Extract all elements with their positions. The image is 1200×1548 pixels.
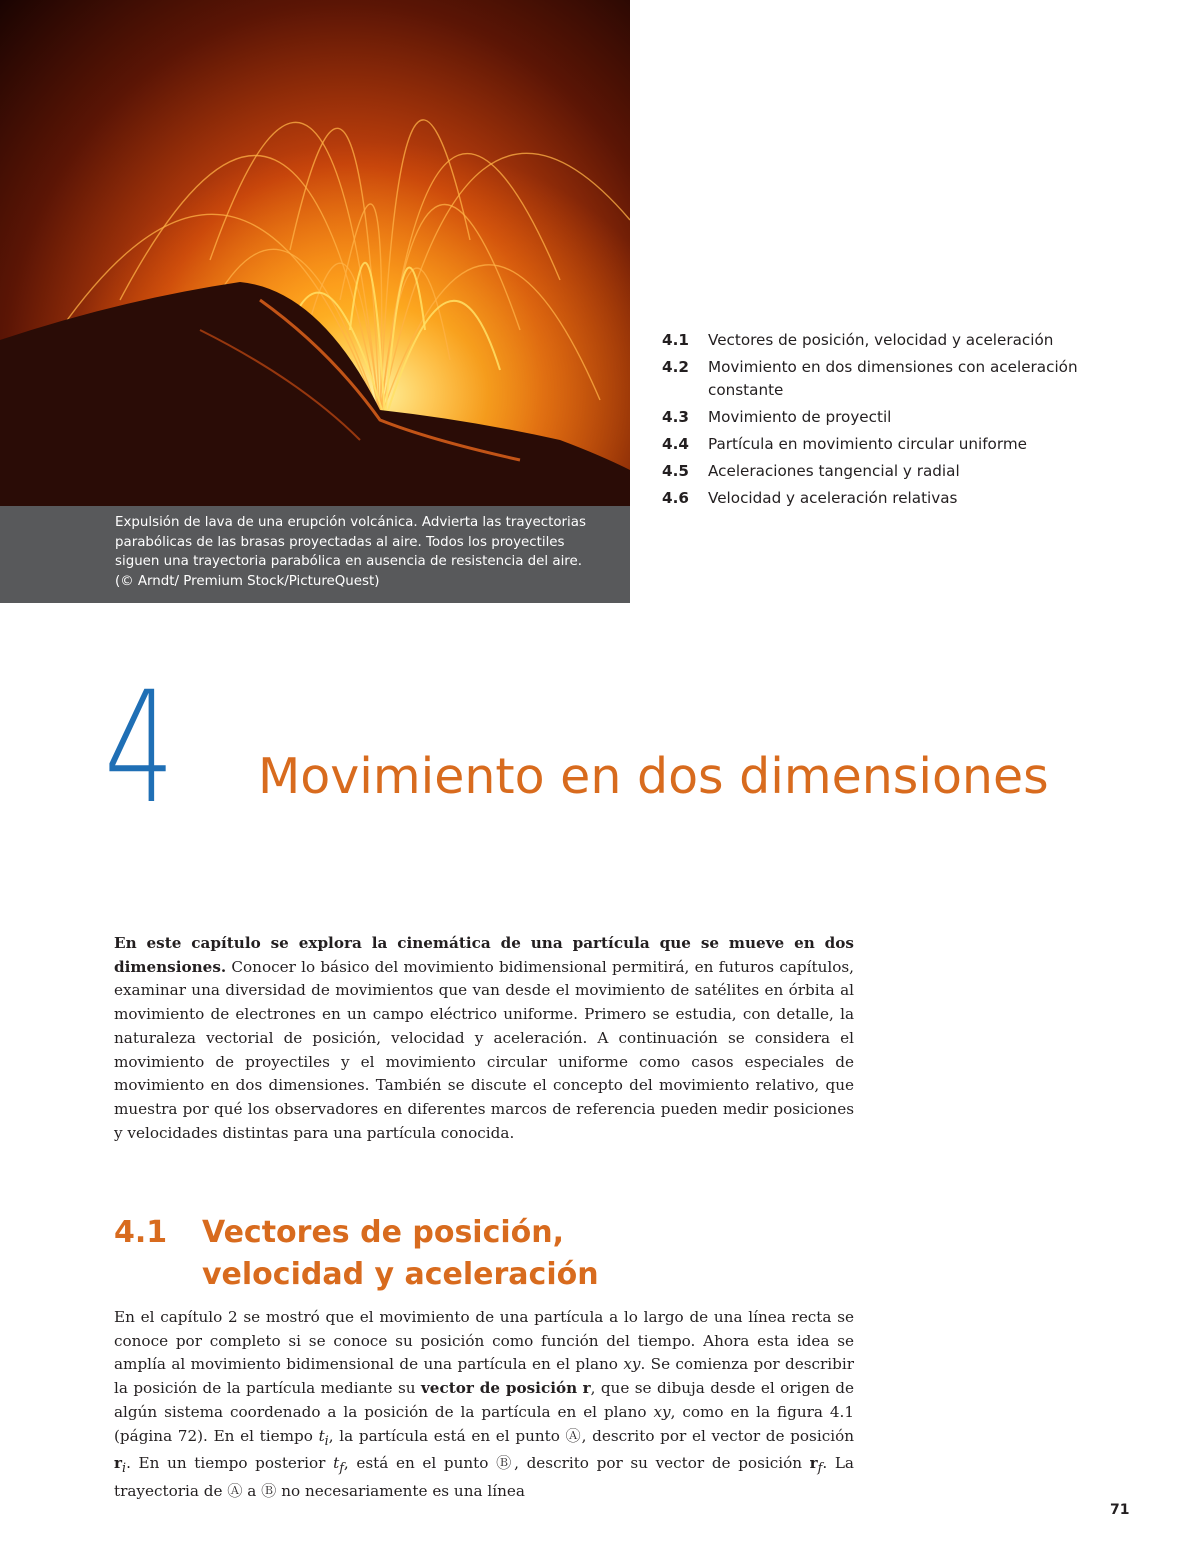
body-text: , que se dibuja desde el origen de algún sistema coordenado a la posición de la partícula en el plano	[114, 1379, 854, 1421]
math-subscript: i	[324, 1432, 329, 1448]
toc-item[interactable]	[662, 433, 1092, 456]
toc-label: Aceleraciones tangencial y radial	[708, 462, 960, 480]
body-text: . La trayectoria de Ⓐ a Ⓑ no necesariamente es una línea	[114, 1454, 854, 1500]
toc-item[interactable]	[662, 487, 1092, 510]
volcano-photo	[0, 0, 630, 506]
toc-item[interactable]	[662, 406, 1092, 429]
vector-symbol: r	[114, 1454, 123, 1473]
vector-symbol: r	[582, 1379, 591, 1398]
body-text: , está en el punto Ⓑ, descrito por su vector de posición	[343, 1454, 810, 1473]
toc-number: 4.6	[662, 489, 689, 507]
intro-lead: En este capítulo se explora la cinemática de una partícula que se mueve en dos dimensiones.	[114, 934, 854, 976]
body-text: , la partícula está en el punto Ⓐ, descrito por el vector de posición	[328, 1426, 854, 1445]
chapter-title: Movimiento en dos dimensiones	[258, 748, 1049, 805]
toc-label: Movimiento en dos dimensiones con aceleración constante	[708, 358, 1078, 399]
vector-symbol: r	[809, 1454, 818, 1473]
toc-label: Partícula en movimiento circular uniforme	[708, 435, 1027, 453]
section-title: Vectores de posición, velocidad y aceleración	[202, 1215, 599, 1292]
math-var: xy	[653, 1402, 671, 1421]
math-subscript: f	[817, 1460, 823, 1476]
volcano-illustration	[0, 0, 630, 506]
math-var: xy	[623, 1355, 641, 1374]
toc-number: 4.1	[662, 331, 689, 349]
chapter-contents	[662, 329, 1092, 514]
intro-paragraph	[114, 932, 854, 1145]
toc-label: Velocidad y aceleración relativas	[708, 489, 958, 507]
intro-rest: Conocer lo básico del movimiento bidimensional permitirá, en futuros capítulos, examinar una diversidad de movimientos que van desde el movimiento de satélites en órbita al movimiento de electrones en un campo eléctrico uniforme. Primero se estudia, con detalle, la naturaleza vectorial de posición, velocidad y aceleración. A continuación se considera el movimiento de proyectiles y el movimiento circular uniforme como casos especiales de movimiento en dos dimensiones. También se discute el concepto del movimiento relativo, que muestra por qué los observadores en diferentes marcos de referencia pueden medir posiciones y velocidades distintas para una partícula conocida.	[114, 957, 854, 1142]
math-var: t	[318, 1426, 325, 1445]
body-text: . En un tiempo posterior	[126, 1454, 334, 1473]
toc-number: 4.2	[662, 358, 689, 376]
math-subscript: f	[339, 1460, 344, 1476]
math-subscript: i	[122, 1460, 127, 1476]
figure-caption: Expulsión de lava de una erupción volcánica. Advierta las trayectorias parabólicas de las brasas proyectadas al aire. Todos los proyectiles siguen una trayectoria parabólica en ausencia de resistencia del aire. (© Arndt/ Premium Stock/PictureQuest)	[0, 506, 630, 603]
key-term: vector de posición	[420, 1379, 578, 1398]
toc-item[interactable]	[662, 356, 1092, 402]
toc-label: Movimiento de proyectil	[708, 408, 892, 426]
chapter-number: 4	[104, 659, 175, 838]
body-paragraph	[114, 1306, 854, 1504]
math-var: t	[333, 1454, 340, 1473]
body-text: , como en la figura 4.1 (página 72). En el tiempo	[114, 1402, 854, 1445]
toc-number: 4.4	[662, 435, 689, 453]
toc-number: 4.5	[662, 462, 689, 480]
section-number: 4.1	[114, 1215, 168, 1250]
toc-item[interactable]	[662, 329, 1092, 352]
toc-label: Vectores de posición, velocidad y aceleración	[708, 331, 1054, 349]
body-text: . Se comienza por describir la posición de la partícula mediante su	[114, 1355, 854, 1398]
toc-item[interactable]	[662, 460, 1092, 483]
body-text: En el capítulo 2 se mostró que el movimiento de una partícula a lo largo de una línea recta se conoce por completo si se conoce su posición como función del tiempo. Ahora esta idea se amplía al movimiento bidimensional de una partícula en el plano	[114, 1308, 854, 1374]
toc-number: 4.3	[662, 408, 689, 426]
section-heading	[114, 1212, 722, 1296]
page-number: 71	[1110, 1502, 1130, 1518]
